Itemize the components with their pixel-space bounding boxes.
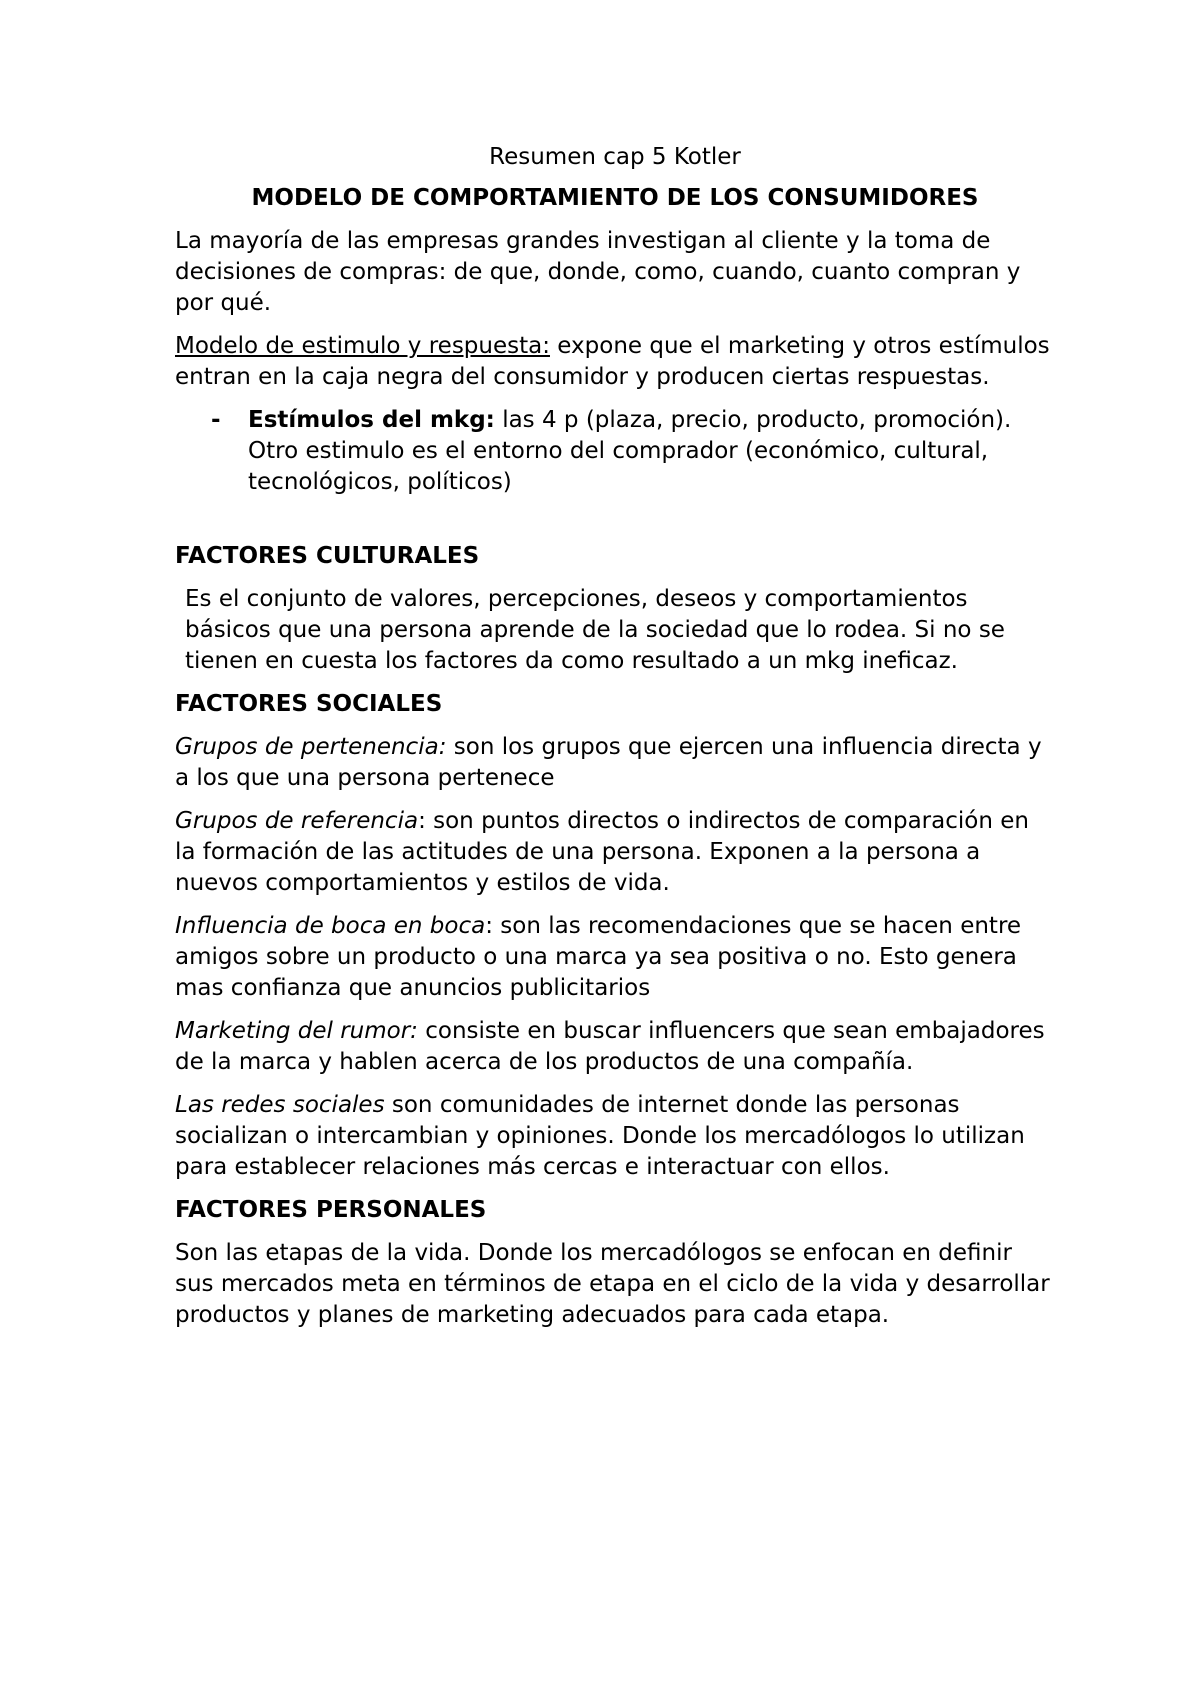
section-heading-cultural: FACTORES CULTURALES: [175, 543, 480, 569]
document-body: [175, 142, 1055, 1343]
section-heading-social: FACTORES SOCIALES: [175, 691, 443, 717]
intro-paragraph: La mayoría de las empresas grandes investigan al cliente y la toma de decisiones de compras: de que, donde, como, cuando, cuanto compran y por qué.: [175, 228, 1021, 316]
social-item: [175, 1016, 1055, 1078]
social-item-text: son los grupos que ejercen una influencia directa y a los que una persona pertenece: [175, 734, 1042, 791]
social-item: [175, 1090, 1055, 1183]
bullet-marker: -: [211, 407, 221, 433]
social-item-term: Grupos de referencia: [175, 808, 419, 834]
social-item-text: consiste en buscar influencers que sean embajadores de la marca y hablen acerca de los productos de una compañía.: [175, 1018, 1045, 1075]
social-item-term: Influencia de boca en boca: [175, 913, 486, 939]
bullet-text: las 4 p (plaza, precio, producto, promoción). Otro estimulo es el entorno del comprador (económico, cultural, tecnológicos, políticos): [248, 407, 1012, 495]
social-item: [175, 911, 1055, 1004]
social-item-term: Grupos de pertenencia:: [175, 734, 447, 760]
social-item-text: son comunidades de internet donde las personas socializan o intercambian y opiniones. Donde los mercadólogos lo utilizan para establecer relaciones más cercas e interactuar con ellos.: [175, 1092, 1025, 1180]
section-heading-personal: FACTORES PERSONALES: [175, 1197, 487, 1223]
cultural-paragraph: Es el conjunto de valores, percepciones, deseos y comportamientos básicos que una persona aprende de la sociedad que lo rodea. Si no se tienen en cuesta los factores da como resultado a un mkg ineficaz.: [185, 586, 1005, 674]
social-item: [175, 732, 1055, 794]
social-item: [175, 806, 1055, 899]
stimulus-model-paragraph: [175, 331, 1055, 393]
social-item-term: Las redes sociales: [175, 1092, 385, 1118]
social-item-text: : son puntos directos o indirectos de comparación en la formación de las actitudes de una persona. Exponen a la persona a nuevos comportamientos y estilos de vida.: [175, 808, 1029, 896]
main-heading: MODELO DE COMPORTAMIENTO DE LOS CONSUMIDORES: [251, 185, 979, 211]
spacer: [175, 510, 1055, 541]
social-item-term: Marketing del rumor:: [175, 1018, 418, 1044]
document-title: Resumen cap 5 Kotler: [489, 144, 741, 170]
personal-paragraph: Son las etapas de la vida. Donde los mercadólogos se enfocan en definir sus mercados meta en términos de etapa en el ciclo de la vida y desarrollar productos y planes de marketing adecuados para cada etapa.: [175, 1240, 1050, 1328]
stimulus-model-text: expone que el marketing y otros estímulos entran en la caja negra del consumidor y producen ciertas respuestas.: [175, 333, 1050, 390]
stimulus-model-term: Modelo de estimulo y respuesta:: [175, 333, 550, 359]
bullet-term: Estímulos del mkg:: [248, 407, 495, 433]
social-item-text: : son las recomendaciones que se hacen entre amigos sobre un producto o una marca ya sea positiva o no. Esto genera mas confianza que anuncios publicitarios: [175, 913, 1022, 1001]
list-item: [175, 405, 1055, 498]
